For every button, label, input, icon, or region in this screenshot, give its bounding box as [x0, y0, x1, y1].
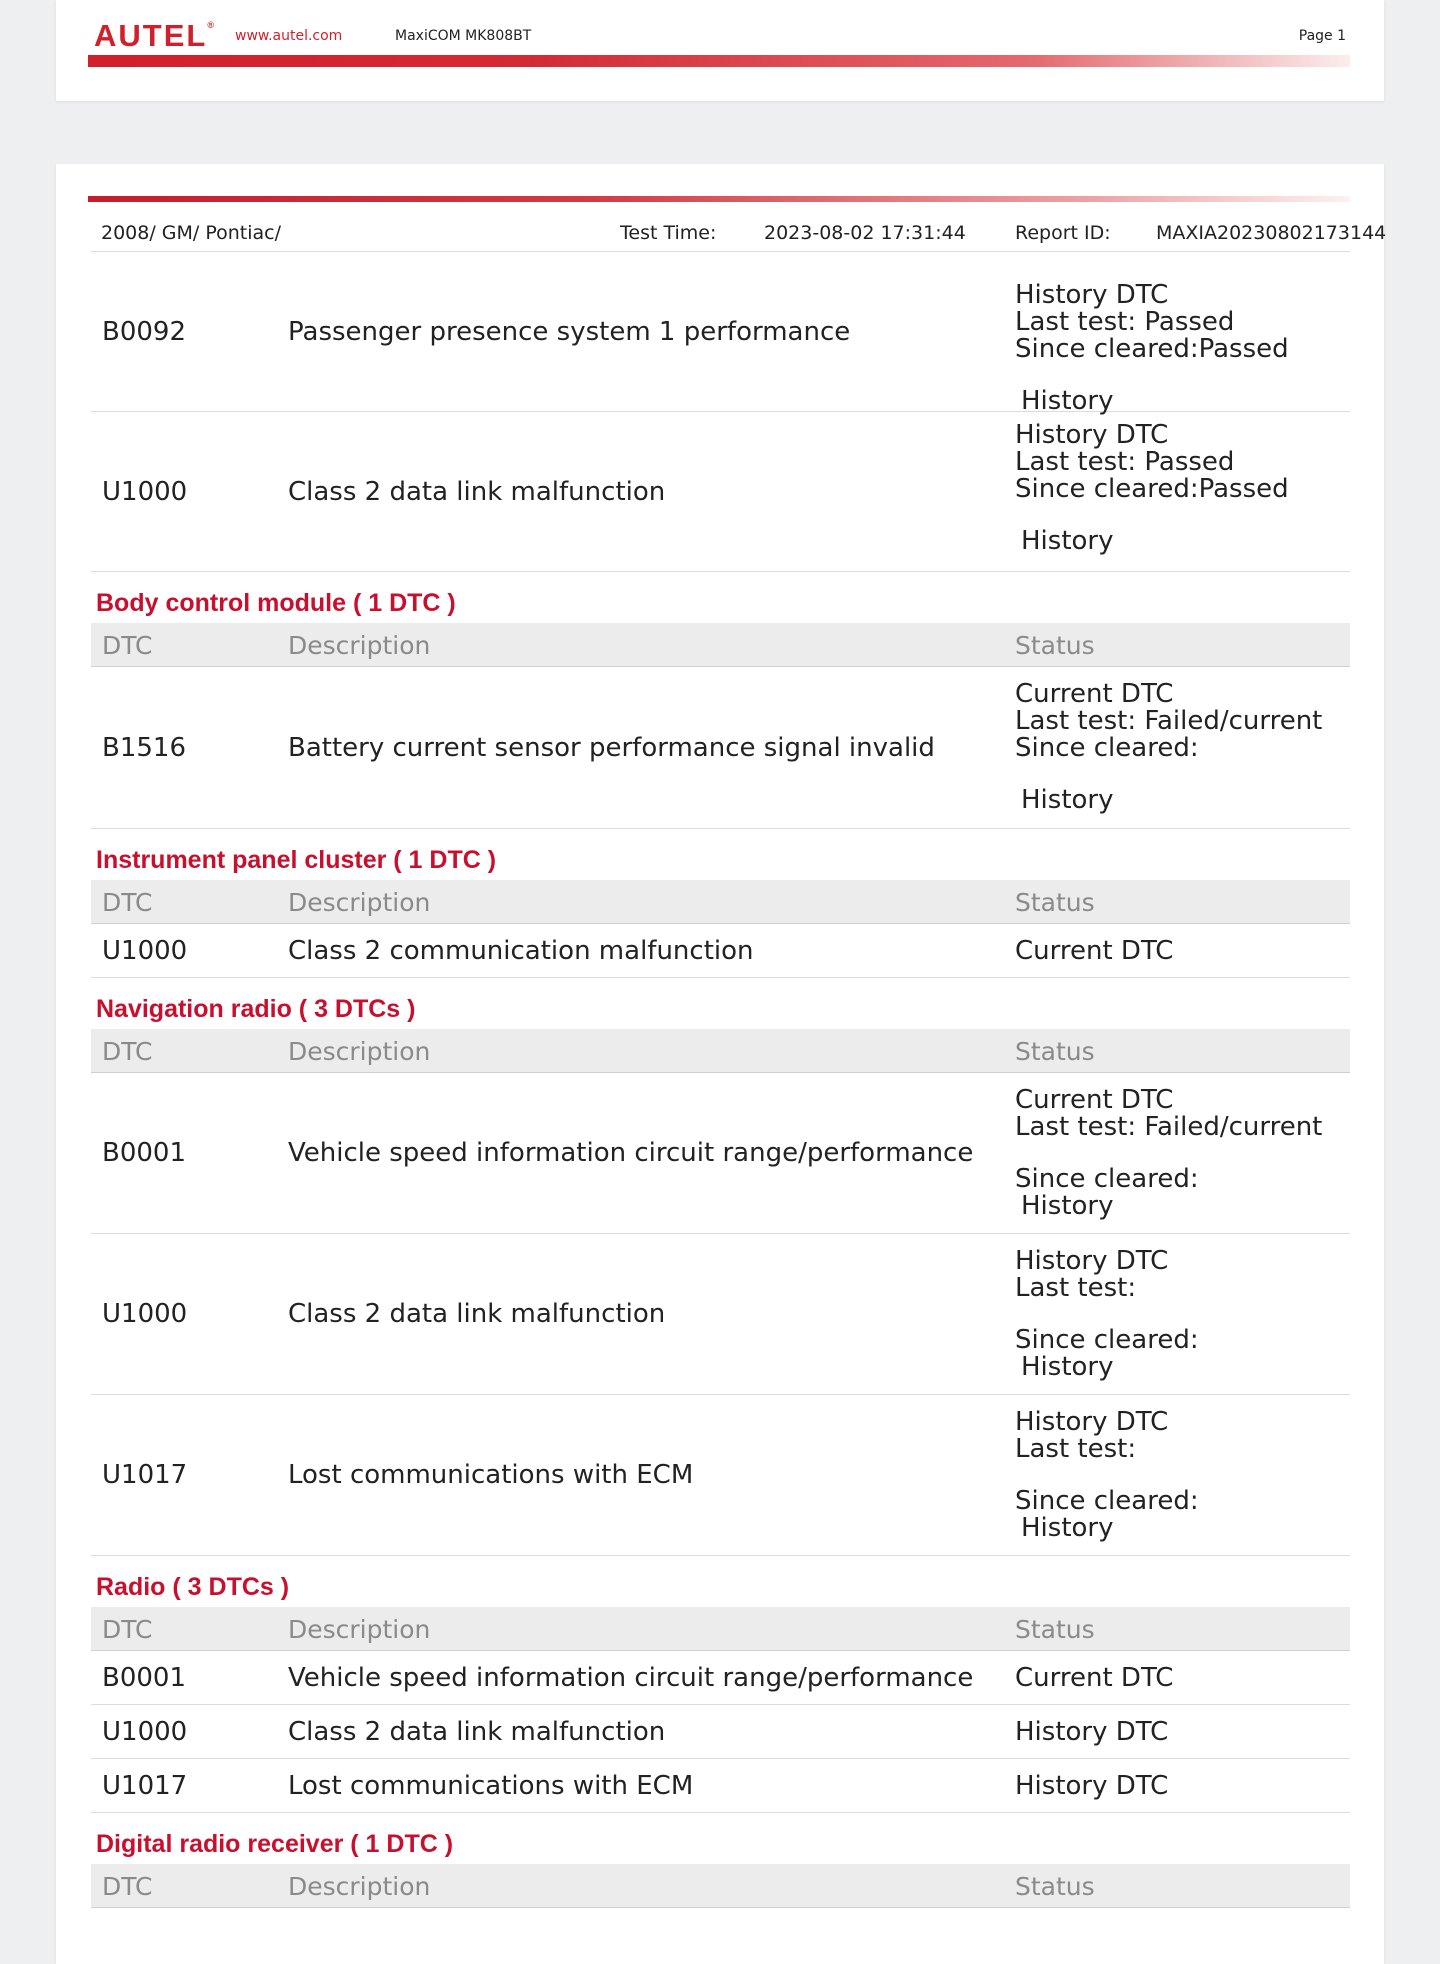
- dtc-status: History DTC: [1015, 1770, 1169, 1801]
- dtc-code: B1516: [102, 732, 187, 763]
- dtc-code: B0001: [102, 1138, 187, 1168]
- table-row: [91, 667, 1350, 829]
- autel-logo: AUTEL®: [94, 18, 214, 53]
- dtc-code: B0092: [102, 316, 187, 347]
- report-id-value: MAXIA20230802173144: [1156, 222, 1387, 244]
- dtc-status: Current DTC Last test: Failed/current Since cleared: History: [1015, 1085, 1323, 1221]
- table-row: [91, 1395, 1350, 1556]
- report-page-2: [56, 164, 1387, 1964]
- table-row: [91, 412, 1350, 572]
- radio-title: Radio ( 3 DTCs ): [96, 1573, 290, 1601]
- dtc-description: Vehicle speed information circuit range/performance: [288, 1138, 974, 1168]
- table-row: [91, 252, 1350, 416]
- digital-radio-receiver-title: Digital radio receiver ( 1 DTC ): [96, 1830, 454, 1858]
- dtc-status: History DTC Last test: Passed Since cleared:Passed History: [1015, 420, 1289, 556]
- dtc-report-content: [91, 252, 1350, 1908]
- dtc-status: History DTC Last test: Since cleared: History: [1015, 1407, 1199, 1543]
- vehicle-info: 2008/ GM/ Pontiac/: [101, 222, 282, 244]
- column-header-dtc: DTC: [102, 888, 153, 917]
- section-title: [91, 978, 1350, 1029]
- dtc-code: B0001: [102, 1662, 187, 1693]
- dtc-status: History DTC Last test: Passed Since cleared:Passed History: [1015, 280, 1289, 416]
- navigation-radio-title: Navigation radio ( 3 DTCs ): [96, 995, 416, 1023]
- dtc-description: Lost communications with ECM: [288, 1770, 694, 1801]
- dtc-code: U1017: [102, 1460, 188, 1490]
- dtc-description: Battery current sensor performance signal invalid: [288, 732, 935, 763]
- dtc-description: Vehicle speed information circuit range/performance: [288, 1662, 974, 1693]
- table-header: [91, 1607, 1350, 1651]
- dtc-code: U1017: [102, 1770, 188, 1801]
- column-header-status: Status: [1015, 1037, 1095, 1066]
- column-header-description: Description: [288, 888, 431, 917]
- dtc-code: U1000: [102, 1716, 188, 1747]
- dtc-description: Class 2 data link malfunction: [288, 1716, 666, 1747]
- column-header-description: Description: [288, 1037, 431, 1066]
- section-title: [91, 572, 1350, 623]
- test-time-value: 2023-08-02 17:31:44: [764, 222, 966, 244]
- column-header-dtc: DTC: [102, 1615, 153, 1644]
- instrument-panel-cluster-title: Instrument panel cluster ( 1 DTC ): [96, 846, 497, 874]
- column-header-description: Description: [288, 631, 431, 660]
- column-header-status: Status: [1015, 888, 1095, 917]
- section-title: [91, 829, 1350, 880]
- dtc-status: History DTC Last test: Since cleared: History: [1015, 1246, 1199, 1382]
- column-header-description: Description: [288, 1872, 431, 1901]
- table-header: [91, 1864, 1350, 1908]
- dtc-status: Current DTC: [1015, 935, 1174, 966]
- test-time-label: Test Time:: [620, 222, 717, 244]
- table-row: [91, 1234, 1350, 1395]
- report-id-label: Report ID:: [1015, 222, 1111, 244]
- column-header-status: Status: [1015, 1872, 1095, 1901]
- dtc-code: U1000: [102, 935, 188, 966]
- page-number: Page 1: [1298, 28, 1346, 44]
- body-control-module-title: Body control module ( 1 DTC ): [96, 589, 456, 617]
- table-header: [91, 1029, 1350, 1073]
- table-header: [91, 880, 1350, 924]
- dtc-description: Lost communications with ECM: [288, 1460, 694, 1490]
- dtc-code: U1000: [102, 1299, 188, 1329]
- table-row: [91, 1073, 1350, 1234]
- column-header-dtc: DTC: [102, 631, 153, 660]
- page-gradient-bar: [88, 196, 1350, 202]
- column-header-dtc: DTC: [102, 1037, 153, 1066]
- column-header-status: Status: [1015, 631, 1095, 660]
- column-header-description: Description: [288, 1615, 431, 1644]
- dtc-status: Current DTC Last test: Failed/current Since cleared: History: [1015, 679, 1323, 815]
- column-header-dtc: DTC: [102, 1872, 153, 1901]
- dtc-description: Passenger presence system 1 performance: [288, 316, 851, 347]
- table-row: [91, 1651, 1350, 1705]
- dtc-status: Current DTC: [1015, 1662, 1174, 1693]
- table-row: [91, 1705, 1350, 1759]
- report-info-row: [91, 212, 1387, 252]
- table-header: [91, 623, 1350, 667]
- dtc-description: Class 2 data link malfunction: [288, 476, 666, 507]
- dtc-status: History DTC: [1015, 1716, 1169, 1747]
- section-title: [91, 1556, 1350, 1607]
- device-model: MaxiCOM MK808BT: [395, 28, 532, 44]
- table-row: [91, 1759, 1350, 1813]
- website-url[interactable]: www.autel.com: [235, 28, 343, 44]
- dtc-description: Class 2 communication malfunction: [288, 935, 754, 966]
- header-gradient-bar: [88, 55, 1350, 67]
- table-row: [91, 924, 1350, 978]
- dtc-code: U1000: [102, 476, 188, 507]
- dtc-description: Class 2 data link malfunction: [288, 1299, 666, 1329]
- column-header-status: Status: [1015, 1615, 1095, 1644]
- section-title: [91, 1813, 1350, 1864]
- report-page-1-header: [56, 0, 1384, 101]
